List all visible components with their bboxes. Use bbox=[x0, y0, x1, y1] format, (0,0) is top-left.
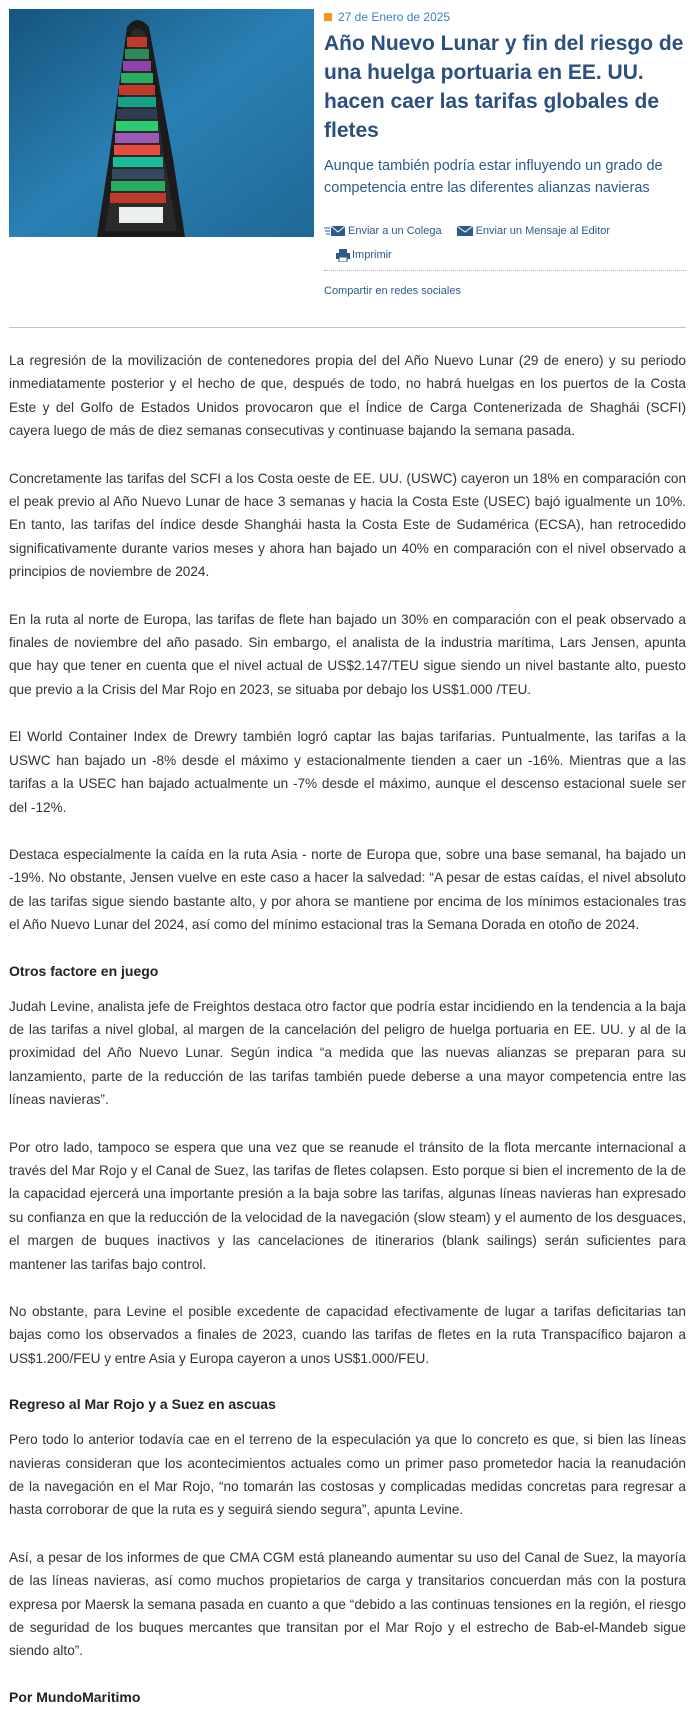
date-text: 27 de Enero de 2025 bbox=[338, 10, 451, 24]
paragraph: No obstante, para Levine el posible excedente de capacidad efectivamente de lugar a tarifas deficitarias tan bajas como los observados a finales de 2023, cuando las tarifas de fletes en la ruta Transpacífico bajaron a US$1.200/FEU y entre Asia y Europa cayeron a unos US$1.000/FEU. bbox=[9, 1304, 686, 1366]
section-heading: Otros factore en juego bbox=[9, 962, 159, 979]
send-editor-button[interactable] bbox=[456, 219, 611, 243]
article-body bbox=[9, 349, 686, 1721]
header-divider bbox=[9, 327, 686, 328]
paragraph: Concretamente las tarifas del SCFI a los Costa oeste de EE. UU. (USWC) cayeron un 18% en comparación con el peak previo al Año Nuevo Lunar de hace 3 semanas y hacia la Costa Este (USEC) bajó igualmente un 10%. En tanto, las tarifas del índice desde Shanghái hasta la Costa Este de Sudamérica (ECSA), han retrocedido significativamente durante varios meses y ahora han bajado un 40% en comparación con el nivel observado a principios de noviembre de 2024. bbox=[9, 470, 686, 580]
date-marker-icon bbox=[324, 13, 332, 21]
send-colleague-label: Enviar a un Colega bbox=[348, 225, 442, 237]
section-heading: Regreso al Mar Rojo y a Suez en ascuas bbox=[9, 1396, 276, 1413]
share-social-link[interactable]: Compartir en redes sociales bbox=[324, 285, 461, 297]
paragraph: El World Container Index de Drewry también logró captar las bajas tarifarias. Puntualmente, las tarifas a la USWC han bajado un -8% desde el máximo y estacionalmente tienden a caer un -16%. Mientras que a las tarifas a la USEC han bajado actualmente un -7% desde el máximo, aunque el descenso estacional suele ser del -12%. bbox=[9, 729, 686, 815]
send-editor-label: Enviar un Mensaje al Editor bbox=[475, 225, 611, 237]
paragraph: La regresión de la movilización de contenedores propia del del Año Nuevo Lunar (29 de enero) y su periodo inmediatamente posterior y el hecho de que, después de todo, no habrá huelgas en los puertos de la Costa Este y del Golfo de Estados Unidos provocaron que el Índice de Carga Contenerizada de Shaghái (SCFI) cayera luego de más de diez semanas consecutivas y continuase bajando la semana pasada. bbox=[9, 353, 686, 439]
paragraph: Destaca especialmente la caída en la ruta Asia - norte de Europa que, sobre una base semanal, ha bajado un -19%. No obstante, Jensen vuelve en este caso a hacer la salvedad: “A pesar de estas caídas, el nivel absoluto de las tarifas sigue siendo bastante alto, y por ahora se mantiene por encima de los mínimos estacionales tras el Año Nuevo Lunar del 2024, así como del mínimo estacional tras la Semana Dorada en otoño de 2024. bbox=[9, 846, 686, 933]
article-actions bbox=[324, 219, 686, 271]
article-subtitle: Aunque también podría estar influyendo un grado de competencia entre las diferentes alianzas navieras bbox=[324, 158, 663, 196]
printer-icon bbox=[336, 249, 350, 262]
article-date bbox=[324, 10, 686, 24]
actions-divider bbox=[324, 270, 686, 271]
paragraph: Pero todo lo anterior todavía cae en el terreno de la especulación ya que lo concreto es que, si bien las líneas navieras consideran que los acontecimientos actuales como un primer paso prometedor hacia la reanudación de la navegación en el Mar Rojo, “no tomarán las costosas y complicadas medidas concretas para regresar a hasta corroborar de que la ruta es y seguirá siendo segura”, apunta Levine. bbox=[9, 1432, 686, 1518]
article-header bbox=[324, 10, 686, 297]
byline: Por MundoMaritimo bbox=[9, 1688, 141, 1705]
mail-icon bbox=[456, 225, 474, 237]
print-button[interactable] bbox=[336, 243, 392, 267]
ship-illustration bbox=[9, 9, 314, 237]
send-colleague-button[interactable] bbox=[324, 219, 442, 243]
paragraph: Así, a pesar de los informes de que CMA CGM está planeando aumentar su uso del Canal de Suez, la mayoría de las líneas navieras, así como muchos propietarios de carga y transitarios concuerdan más con la postura expresa por Maersk la semana pasada en cuanto a que “debido a las continuas tensiones en la región, el riesgo de seguridad de los buques mercantes que transitan por el Mar Rojo y el estrecho de Bab-el-Mandeb sigue siendo alto”. bbox=[9, 1549, 686, 1659]
container-ship-photo bbox=[9, 9, 314, 237]
paragraph: En la ruta al norte de Europa, las tarifas de flete han bajado un 30% en comparación con el peak observado a finales de noviembre del año pasado. Sin embargo, el analista de la industria marítima, Lars Jensen, apunta que hay que tener en cuenta que el nivel actual de US$2.147/TEU sigue siendo un nivel bastante alto, puesto que previo a la Crisis del Mar Rojo en 2023, se situaba por debajo los US$1.000 /TEU. bbox=[9, 611, 686, 697]
article-title: Año Nuevo Lunar y fin del riesgo de una huelga portuaria en EE. UU. hacen caer las tarifas globales de fletes bbox=[324, 32, 684, 142]
print-label: Imprimir bbox=[352, 249, 392, 261]
send-mail-icon bbox=[324, 225, 346, 237]
paragraph: Judah Levine, analista jefe de Freightos destaca otro factor que podría estar incidiendo en la tendencia a la baja de las tarifas a nivel global, al margen de la cancelación del peligro de huelga portuaria en EE. UU. y al de la proximidad del Año Nuevo Lunar. Según indica “a medida que las nuevas alianzas se preparan para su lanzamiento, parte de la reducción de las tarifas también puede deberse a una mayor competencia entre las líneas navieras”. bbox=[9, 998, 686, 1108]
paragraph: Por otro lado, tampoco se espera que una vez que se reanude el tránsito de la flota mercante internacional a través del Mar Rojo y el Canal de Suez, las tarifas de fletes colapsen. Esto porque si bien el incremento de la de la capacidad ejercerá una importante presión a la baja sobre las tarifas, algunas líneas navieras han expresado su confianza en que la reducción de la velocidad de la navegación (slow steam) y el aumento de los desguaces, el margen de buques inactivos y las cancelaciones de itinerarios (blank sailings) serán suficientes para mantener las tarifas bajo control. bbox=[9, 1139, 686, 1272]
